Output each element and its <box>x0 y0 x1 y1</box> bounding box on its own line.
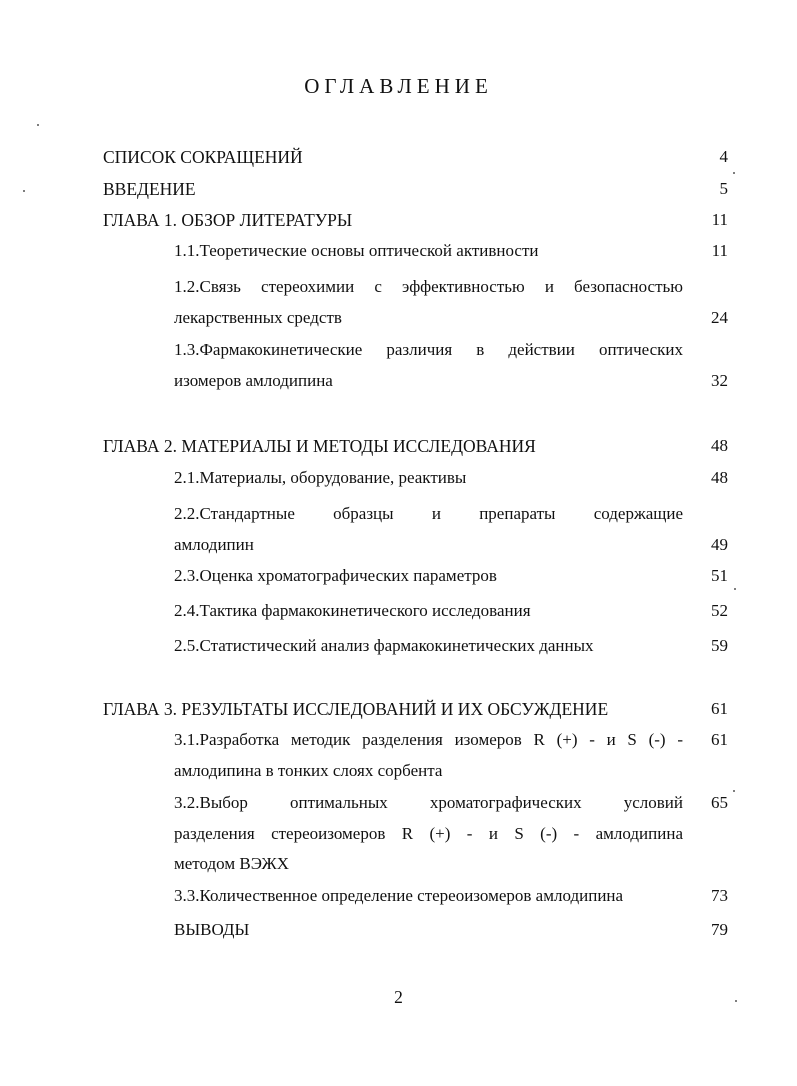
toc-section-3-3: 3.3.Количественное определение стереоизомеров амлодипина <box>174 886 624 905</box>
toc-section-2-4: 2.4.Тактика фармакокинетического исследования <box>174 601 531 620</box>
toc-section-2-5: 2.5.Статистический анализ фармакокинетических данных <box>174 636 594 655</box>
toc-section-3-1-line2: амлодипина в тонких слоях сорбента <box>174 761 443 780</box>
scan-speck <box>735 1000 737 1002</box>
toc-chapter-1: ГЛАВА 1. ОБЗОР ЛИТЕРАТУРЫ <box>103 210 353 230</box>
toc-entry-conclusions: ВЫВОДЫ <box>174 920 250 939</box>
toc-section-1-2-line1: 1.2.Связь стереохимии с эффективностью и безопасностью <box>174 277 683 296</box>
toc-section-3-2-line3: методом ВЭЖХ <box>174 854 289 873</box>
toc-section-2-2-line2: амлодипин <box>174 535 254 554</box>
toc-page-section-2-4: 52 <box>711 601 728 620</box>
toc-page-section-1-3: 32 <box>711 371 728 390</box>
toc-page-conclusions: 79 <box>711 920 728 939</box>
toc-page-section-3-3: 73 <box>711 886 728 905</box>
scan-speck <box>733 790 735 792</box>
toc-chapter-3: ГЛАВА 3. РЕЗУЛЬТАТЫ ИССЛЕДОВАНИЙ И ИХ ОБСУЖДЕНИЕ <box>103 699 609 719</box>
toc-entry-introduction: ВВЕДЕНИЕ <box>103 179 196 199</box>
toc-page-section-3-1: 61 <box>711 730 728 749</box>
toc-page-introduction: 5 <box>719 179 728 198</box>
scan-speck <box>23 190 25 192</box>
scan-speck <box>37 124 39 126</box>
page-number: 2 <box>394 987 403 1007</box>
toc-page-chapter-1: 11 <box>711 210 728 229</box>
toc-page-chapter-2: 48 <box>711 436 728 455</box>
toc-section-1-1: 1.1.Теоретические основы оптической активности <box>174 241 539 260</box>
toc-page-section-2-3: 51 <box>711 566 728 585</box>
toc-section-2-3: 2.3.Оценка хроматографических параметров <box>174 566 497 585</box>
page-title: ОГЛАВЛЕНИЕ <box>304 74 493 98</box>
toc-page-section-2-5: 59 <box>711 636 728 655</box>
toc-page-abbreviations: 4 <box>719 147 728 166</box>
scan-speck <box>734 588 736 590</box>
toc-section-3-2-line2: разделения стереоизомеров R (+) - и S (-) - амлодипина <box>174 824 683 843</box>
toc-page-section-2-2: 49 <box>711 535 728 554</box>
toc-section-2-2-line1: 2.2.Стандартные образцы и препараты содержащие <box>174 504 683 523</box>
toc-page-section-1-2: 24 <box>711 308 728 327</box>
toc-section-1-3-line1: 1.3.Фармакокинетические различия в действии оптических <box>174 340 683 359</box>
scan-speck <box>733 172 735 174</box>
toc-section-1-2-line2: лекарственных средств <box>174 308 342 327</box>
toc-section-3-2-line1: 3.2.Выбор оптимальных хроматографических условий <box>174 793 683 812</box>
toc-section-1-3-line2: изомеров амлодипина <box>174 371 333 390</box>
toc-chapter-2: ГЛАВА 2. МАТЕРИАЛЫ И МЕТОДЫ ИССЛЕДОВАНИЯ <box>103 436 536 456</box>
toc-page-section-1-1: 11 <box>711 241 728 260</box>
toc-section-3-1-line1: 3.1.Разработка методик разделения изомеров R (+) - и S (-) - <box>174 730 683 749</box>
toc-section-2-1: 2.1.Материалы, оборудование, реактивы <box>174 468 467 487</box>
toc-page-section-2-1: 48 <box>711 468 728 487</box>
toc-entry-abbreviations: СПИСОК СОКРАЩЕНИЙ <box>103 147 303 167</box>
toc-page-section-3-2: 65 <box>711 793 728 812</box>
toc-page-chapter-3: 61 <box>711 699 728 718</box>
